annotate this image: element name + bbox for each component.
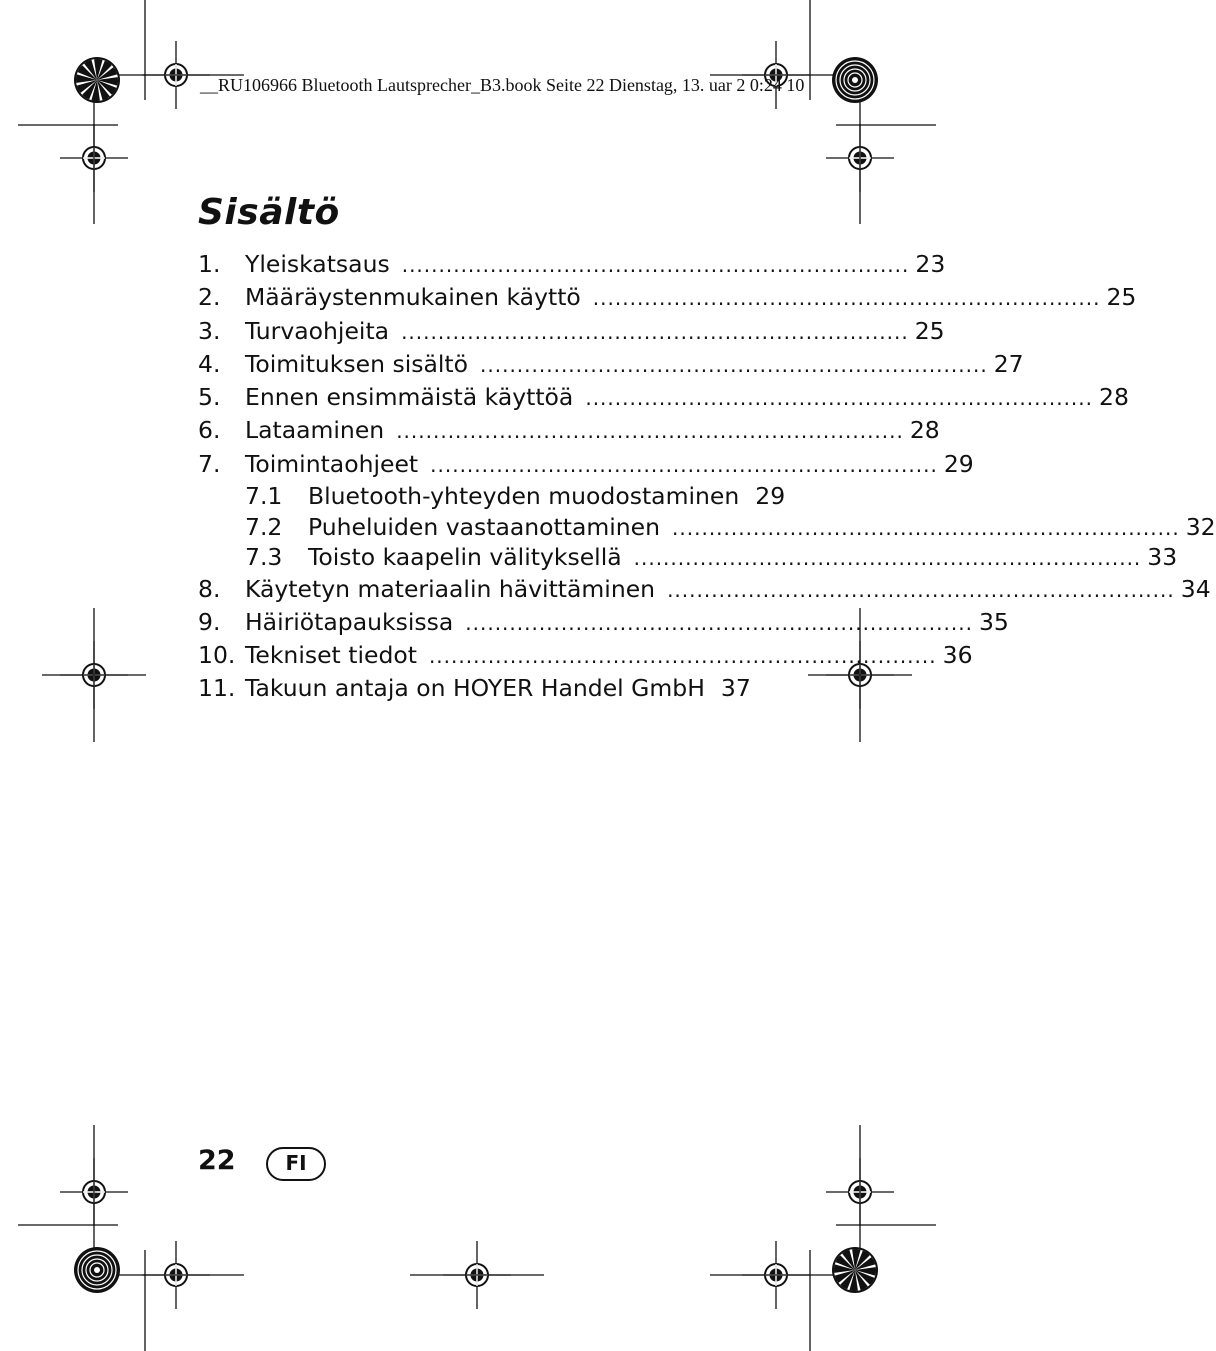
toc-subentry[interactable] [198, 542, 1178, 573]
toc-subentry[interactable] [198, 481, 786, 512]
toc-entry[interactable] [198, 448, 974, 481]
toc-entry[interactable] [198, 281, 1137, 314]
toc-number: 7.3 [245, 543, 283, 572]
toc-entry[interactable] [198, 639, 973, 672]
toc-number: 7.2 [245, 512, 283, 541]
toc-page: 29 [755, 482, 786, 511]
toc-leader: ..................................................................... [465, 610, 973, 635]
toc-label: Toisto kaapelin välityksellä [308, 543, 622, 572]
toc-page: 25 [914, 316, 945, 345]
toc-entry[interactable] [198, 606, 1009, 639]
toc-label: Takuun antaja on HOYER Handel GmbH [245, 674, 705, 703]
toc-leader: ..................................................................... [401, 319, 909, 344]
toc-label: Lataaminen [245, 416, 385, 445]
toc-label: Bluetooth-yhteyden muodostaminen [308, 482, 740, 511]
toc-number: 2. [198, 283, 221, 312]
toc-leader: ..................................................................... [633, 546, 1142, 571]
toc-label: Yleiskatsaus [245, 250, 390, 278]
toc-leader: ..................................................................... [401, 253, 910, 277]
toc-leader: ..................................................................... [430, 452, 938, 477]
toc-entry[interactable] [198, 672, 751, 705]
toc-number: 11. [198, 674, 236, 703]
toc-number: 6. [198, 416, 221, 445]
table-of-contents [198, 248, 1216, 706]
toc-label: Häiriötapauksissa [245, 607, 454, 636]
toc-page: 32 [1185, 512, 1216, 541]
toc-label: Ennen ensimmäistä käyttöä [245, 383, 574, 412]
toc-label: Toimituksen sisältö [245, 349, 469, 378]
toc-label: Käytetyn materiaalin hävittäminen [245, 574, 656, 603]
toc-number: 1. [198, 250, 221, 278]
toc-number: 5. [198, 383, 221, 412]
toc-number: 4. [198, 349, 221, 378]
toc-entry[interactable] [198, 348, 1024, 381]
language-badge: FI [266, 1147, 326, 1181]
toc-leader: ..................................................................... [585, 386, 1094, 411]
toc-subentry[interactable] [198, 512, 1216, 543]
toc-number: 7. [198, 449, 221, 478]
toc-entry[interactable] [198, 381, 1129, 414]
print-slug: __RU106966 Bluetooth Lautsprecher_B3.book Seite 22 Dienstag, 13. uar 2 0:24 10 [200, 75, 805, 95]
page-number: 22 [198, 1145, 236, 1176]
toc-leader: ..................................................................... [396, 419, 904, 444]
toc-page: 28 [909, 416, 940, 445]
toc-page: 33 [1147, 543, 1178, 572]
toc-leader: ..................................................................... [672, 515, 1180, 540]
toc-label: Määräystenmukainen käyttö [245, 283, 581, 312]
toc-label: Puheluiden vastaanottaminen [308, 512, 661, 541]
toc-page: 23 [915, 250, 946, 278]
toc-page: 28 [1099, 383, 1129, 412]
toc-page: 35 [978, 607, 1009, 636]
toc-number: 10. [198, 641, 236, 670]
toc-number: 7.1 [245, 482, 283, 511]
toc-page: 37 [720, 674, 751, 703]
toc-page: 25 [1106, 283, 1137, 312]
toc-entry[interactable] [198, 573, 1211, 606]
toc-leader: ..................................................................... [428, 644, 937, 669]
toc-label: Tekniset tiedot [245, 641, 417, 670]
toc-entry[interactable] [198, 414, 940, 447]
toc-page: 34 [1180, 574, 1211, 603]
toc-number: 8. [198, 574, 221, 603]
toc-number: 3. [198, 316, 221, 345]
page-title: Sisältö [198, 192, 340, 233]
toc-page: 27 [993, 349, 1024, 378]
toc-page: 29 [943, 449, 974, 478]
toc-label: Toimintaohjeet [245, 449, 419, 478]
toc-leader: ..................................................................... [592, 286, 1101, 311]
toc-leader: ..................................................................... [480, 352, 988, 377]
toc-number: 9. [198, 607, 221, 636]
toc-leader: ..................................................................... [667, 577, 1175, 602]
toc-page: 36 [942, 641, 973, 670]
toc-label: Turvaohjeita [245, 316, 390, 345]
toc-entry[interactable] [198, 248, 946, 281]
toc-entry[interactable] [198, 315, 945, 348]
